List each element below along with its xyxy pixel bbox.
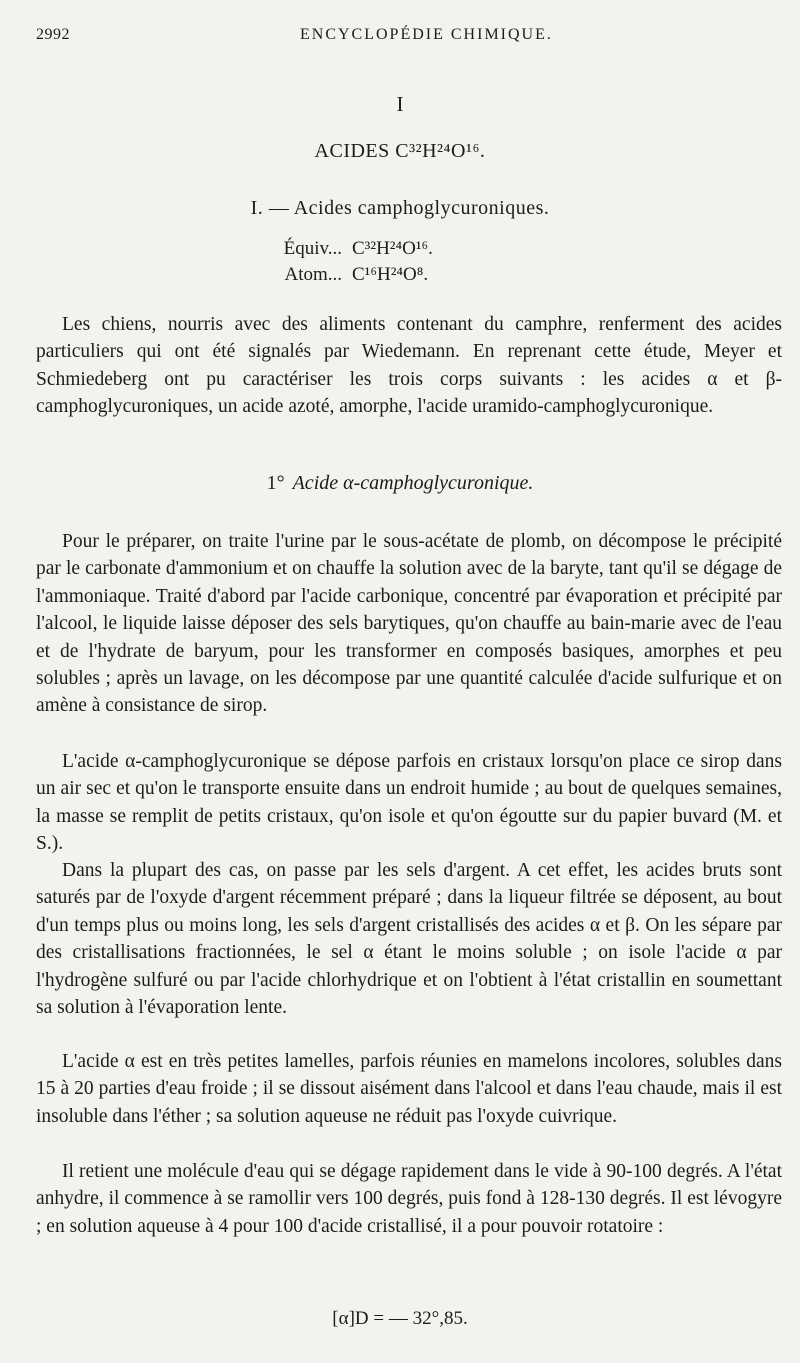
page-number: 2992 <box>36 26 70 43</box>
body-paragraph: L'acide α est en très petites lamelles, parfois réunies en mamelons incolores, solubles dans 15 à 20 parties d'eau froide ; il se dissout aisément dans l'alcool et dans l'eau chaude, mais il est insoluble dans l'éther ; sa solution aqueuse ne réduit pas l'oxyde cuivrique. <box>36 1051 782 1127</box>
formula-label: Atom... <box>284 264 342 285</box>
body-paragraph: Dans la plupart des cas, on passe par les sels d'argent. A cet effet, les acides bruts sont saturés par de l'oxyde d'argent récemment préparé ; dans la liqueur filtrée se déposent, au bout d'un temps plus ou moins long, les sels d'argent cristallisés des acides α et β. On les sépare par des cristallisations fractionnées, le sel α étant le moins soluble ; on isole l'acide α par l'hydrogène sulfuré ou par l'acide chlorhydrique et on l'obtient à l'état cristallin en soumettant sa solution à l'évaporation lente. <box>36 860 782 1019</box>
body-paragraph: Il retient une molécule d'eau qui se dégage rapidement dans le vide à 90-100 degrés. A l'état anhydre, il commence à se ramollir vers 100 degrés, puis fond à 128-130 degrés. Il est lévogyre ; en solution aqueuse à 4 pour 100 d'acide cristallisé, il a pour pouvoir rotatoire : <box>36 1161 782 1237</box>
formula-value: C¹⁶H²⁴O⁸. <box>352 264 429 285</box>
subsection-name: Acide α-camphoglycuronique. <box>292 472 534 494</box>
chapter-title: I. — Acides camphoglycuroniques. <box>250 197 550 219</box>
running-head: ENCYCLOPÉDIE CHIMIQUE. <box>300 26 553 43</box>
rotation-formula: [α]D = — 32°,85. <box>332 1308 468 1329</box>
section-numeral: I <box>396 92 404 116</box>
formula-value: C³²H²⁴O¹⁶. <box>352 238 433 259</box>
intro-paragraph: Les chiens, nourris avec des aliments contenant du camphre, renferment des acides particuliers qui ont été signalés par Wiedemann. En reprenant cette étude, Meyer et Schmiedeberg ont pu caractériser les trois corps suivants : les acides α et β-camphoglycuroniques, un acide azoté, amorphe, l'acide uramido-camphoglycuronique. <box>36 314 782 418</box>
section-title: ACIDES C³²H²⁴O¹⁶. <box>314 140 486 162</box>
formula-atomic <box>250 264 428 286</box>
formula-equivalent <box>250 238 433 260</box>
subsection-title <box>0 472 800 495</box>
body-paragraph: L'acide α-camphoglycuronique se dépose parfois en cristaux lorsqu'on place ce sirop dans un air sec et qu'on le transporte ensuite dans un endroit humide ; au bout de quelques semaines, la masse se remplit de petits cristaux, qu'on isole et qu'on égoutte sur du papier buvard (M. et S.). <box>36 751 782 855</box>
body-paragraph: Pour le préparer, on traite l'urine par le sous-acétate de plomb, on décompose le précipité par le carbonate d'ammonium et on chauffe la solution avec de la baryte, tant qu'il se dégage de l'ammoniaque. Traité d'abord par l'acide carbonique, concentré par évaporation et précipité par l'alcool, le liquide laisse déposer des sels barytiques, qu'on chauffe au bain-marie avec de l'eau et de l'hydrate de baryum, pour les transformer en composés basiques, amorphes et peu solubles ; après un lavage, on les décompose par une quantité calculée d'acide sulfurique et on amène à consistance de sirop. <box>36 531 782 717</box>
formula-label: Équiv... <box>283 238 342 259</box>
subsection-number: 1° <box>266 472 285 494</box>
